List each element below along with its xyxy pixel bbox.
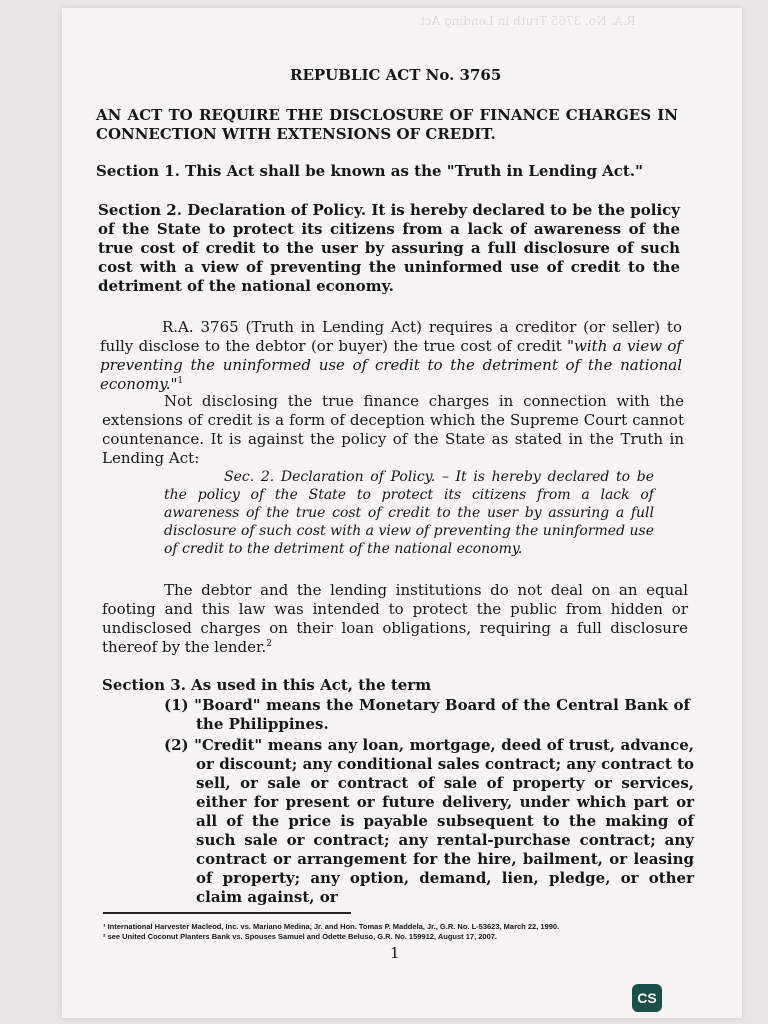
footnote-ref-2[interactable]: 2 xyxy=(266,639,272,649)
paragraph-3 xyxy=(102,581,688,657)
section-2: Section 2. Declaration of Policy. It is hereby declared to be the policy of the State to protect its citizens from a lack of awareness of the true cost of credit to the user by assuring a full disclosure of such cost with a view of preventing the uninformed use of credit to the detriment of the national economy. xyxy=(98,201,680,295)
camscanner-badge[interactable]: CS xyxy=(632,984,662,1012)
definition-credit: (2) "Credit" means any loan, mortgage, deed of trust, advance, or discount; any conditional sales contract; any contract to sell, or sale or contract of sale of property or services, either for present or future delivery, under which part or all of the price is payable subsequent to the making of such sale or contract; any rental-purchase contract; any contract or arrangement for the hire, bailment, or leasing of property; any option, demand, lien, pledge, or other claim against, or xyxy=(164,736,694,906)
paragraph-1-quote: "with a view of preventing the uninformed use of credit to the detriment of the national economy." xyxy=(100,337,682,393)
footnote-ref-1[interactable]: 1 xyxy=(177,376,184,386)
paragraph-2: Not disclosing the true finance charges in connection with the extensions of credit is a form of deception which the Supreme Court cannot countenance. It is against the policy of the State as stated in the Truth in Lending Act: xyxy=(102,392,684,467)
page-number: 1 xyxy=(390,944,400,962)
footnote-1: ¹ International Harvester Macleod, Inc. vs. Mariano Medina, Jr. and Hon. Tomas P. Maddela, Jr., G.R. No. L-53623, March 22, 1990. xyxy=(103,922,560,931)
paragraph-1 xyxy=(100,318,682,394)
paragraph-3-text: The debtor and the lending institutions do not deal on an equal footing and this law was intended to protect the public from hidden or undisclosed charges on their loan obligations, requiring a full disclosure thereof by the lender. xyxy=(102,581,688,656)
definition-board: (1) "Board" means the Monetary Board of the Central Bank of the Philippines. xyxy=(164,696,690,733)
section-3-heading: Section 3. As used in this Act, the term xyxy=(102,676,432,694)
act-subtitle: AN ACT TO REQUIRE THE DISCLOSURE OF FINANCE CHARGES IN CONNECTION WITH EXTENSIONS OF CREDIT. xyxy=(96,106,678,143)
bleed-through-header: R.A. No. 3765 Truth in Lending Act xyxy=(420,14,636,28)
section-1: Section 1. This Act shall be known as the "Truth in Lending Act." xyxy=(96,162,643,180)
footnote-divider xyxy=(103,912,351,914)
paragraph-1-text: R.A. 3765 (Truth in Lending Act) requires a creditor (or seller) to fully disclose to the debtor (or buyer) the true cost of credit xyxy=(100,318,682,355)
footnote-2: ² see United Coconut Planters Bank vs. Spouses Samuel and Odette Beluso, G.R. No. 159912, August 17, 2007. xyxy=(103,932,498,941)
policy-blockquote: Sec. 2. Declaration of Policy. – It is hereby declared to be the policy of the State to protect its citizens from a lack of awareness of the true cost of credit to the user by assuring a full disclosure of such cost with a view of preventing the uninformed use of credit to the detriment of the national economy. xyxy=(164,469,654,557)
document-title: REPUBLIC ACT No. 3765 xyxy=(290,66,502,84)
